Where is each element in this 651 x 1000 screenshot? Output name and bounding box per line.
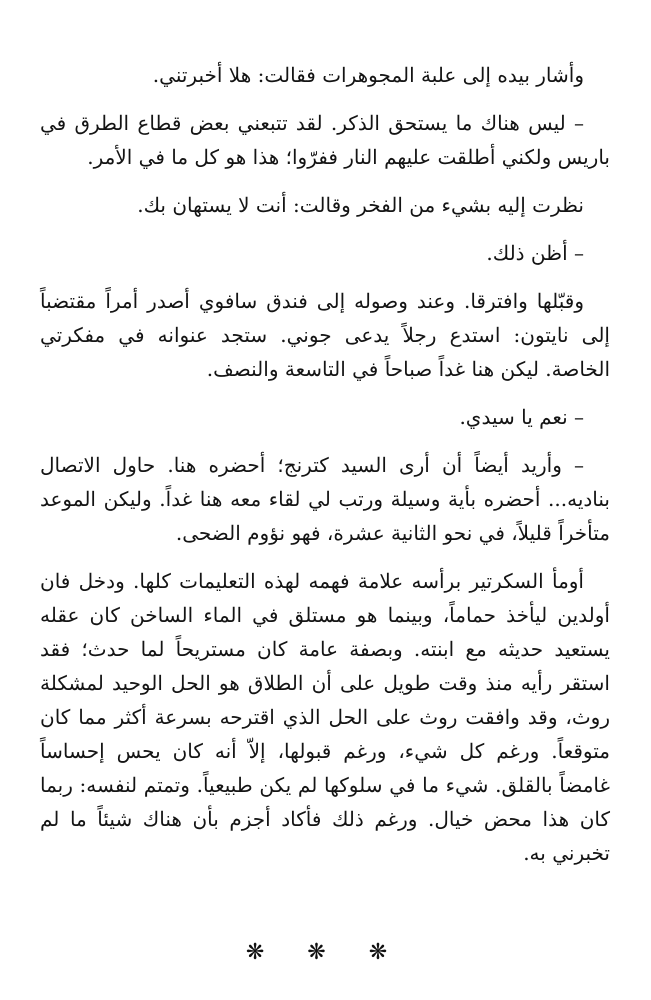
paragraph: نظرت إليه بشيء من الفخر وقالت: أنت لا يستهان بك. — [137, 193, 584, 217]
paragraph: وأشار بيده إلى علبة المجوهرات فقالت: هلا أخبرتني. — [152, 63, 584, 87]
section-separator: ❋ ❋ ❋ — [245, 940, 406, 965]
paragraph: أومأ السكرتير برأسه علامة فهمه لهذه التعليمات كلها. ودخل فان أولدين ليأخذ حماماً، وبينما هو مستلق في الماء الساخن كان عقله يستعيد حديثه مع ابنته. وبصفة عامة كان مستريحاً لما حدث؛ فقد استقر رأيه منذ وقت طويل على أن الطلاق هو الحل الوحيد لمشكلة روث، وقد وافقت روث على الحل الذي اقترحه بسرعة أكثر مما كان متوقعاً. ورغم كل شيء، ورغم قبولها، إلاّ أنه كان يحس إحساساً غامضاً بالقلق. شيء ما في سلوكها لم يكن طبيعياً. وتمتم لنفسه: ربما كان هذا محض خيال. ورغم ذلك فأكاد أجزم بأن هناك شيئاً ما لم تخبرني به. — [40, 569, 610, 865]
paragraph: وقبّلها وافترقا. وعند وصوله إلى فندق سافوي أصدر أمراً مقتضباً إلى نايتون: استدع رجلاً يدعى جوني. ستجد عنوانه في مفكرتي الخاصة. ليكن هنا غداً صباحاً في التاسعة والنصف. — [40, 289, 610, 381]
paragraph: – نعم يا سيدي. — [459, 405, 584, 429]
paragraph: – أظن ذلك. — [486, 241, 584, 265]
body-text — [40, 58, 610, 884]
paragraph: – وأريد أيضاً أن أرى السيد كترنج؛ أحضره هنا. حاول الاتصال بناديه... أحضره بأية وسيلة ورتب لي لقاء معه هنا غداً. وليكن الموعد متأخراً قليلاً، في نحو الثانية عشرة، فهو نؤوم الضحى. — [40, 453, 610, 545]
paragraph: – ليس هناك ما يستحق الذكر. لقد تتبعني بعض قطاع الطرق في باريس ولكني أطلقت عليهم النار ففرّوا؛ هذا هو كل ما في الأمر. — [40, 111, 610, 169]
